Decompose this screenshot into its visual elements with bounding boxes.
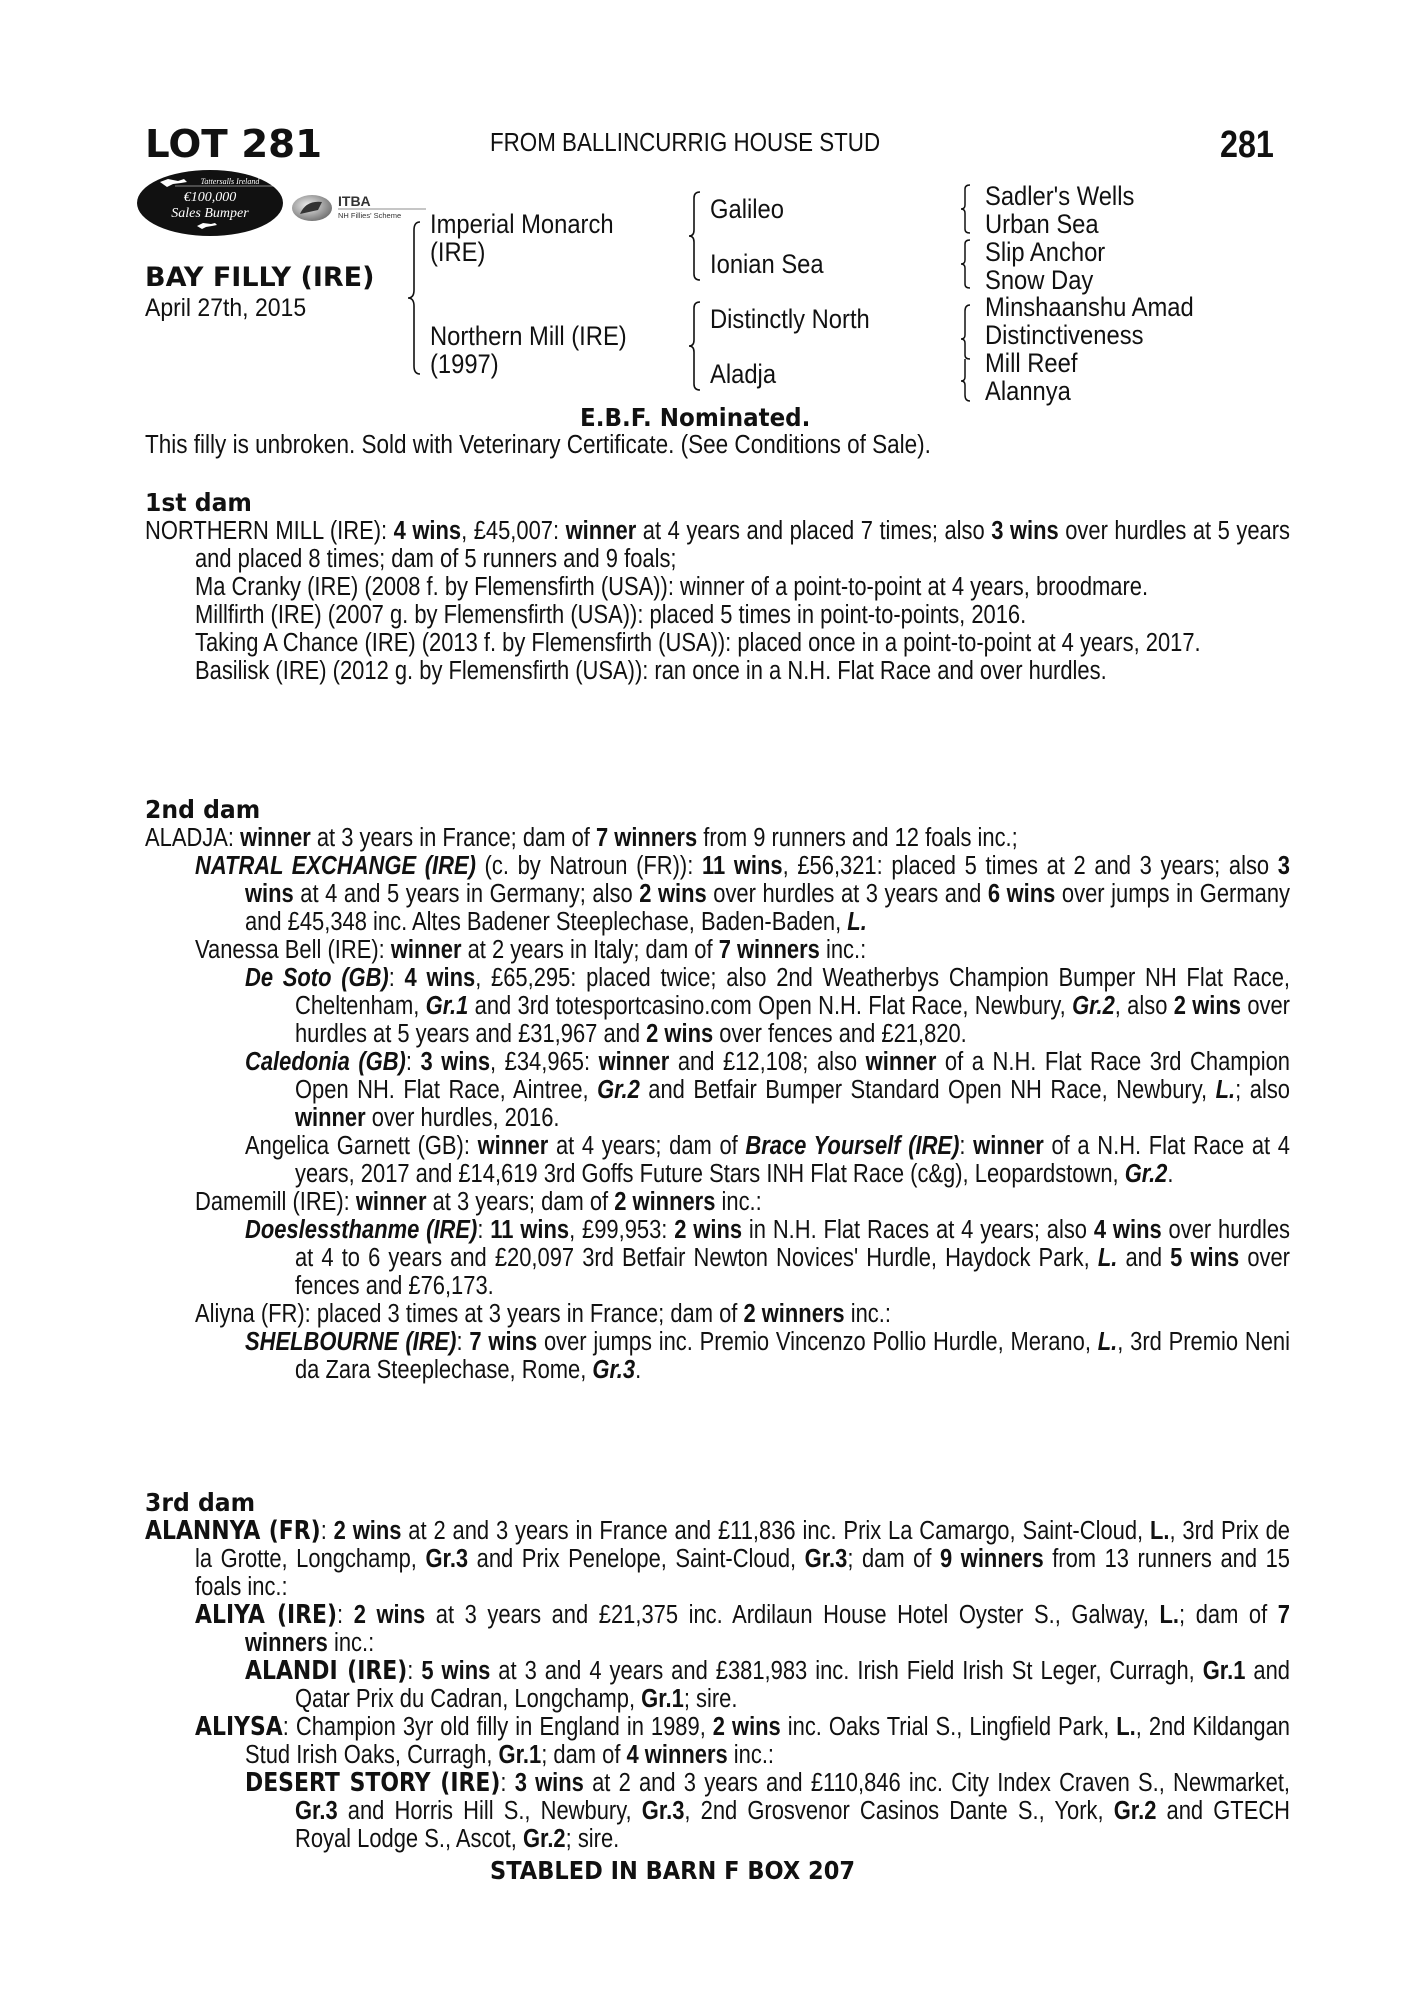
sire-origin: (IRE): [430, 237, 486, 267]
entry-highlight: Gr.1: [425, 992, 469, 1020]
entry-text: NORTHERN MILL (IRE):: [145, 517, 394, 545]
entry-text: ; dam of: [1179, 1601, 1278, 1629]
ebf-nominated: E.B.F. Nominated.: [580, 403, 811, 432]
pedigree-entry: [145, 517, 1290, 573]
entry-text: inc.:: [727, 1741, 775, 1769]
entry-highlight: winner: [390, 936, 462, 964]
entry-highlight: L.: [847, 908, 867, 936]
entry-highlight: 7 winners: [718, 936, 820, 964]
entry-text: and Prix Penelope, Saint-Cloud,: [468, 1545, 805, 1573]
entry-highlight: DESERT STORY (IRE): [245, 1768, 501, 1798]
pedigree-entry: [245, 964, 1290, 1048]
entry-highlight: 2 winners: [614, 1188, 716, 1216]
pedigree-entry: [195, 1188, 1290, 1216]
entry-highlight: Gr.1: [498, 1741, 542, 1769]
dam-name: Northern Mill (IRE): [430, 321, 627, 351]
entry-highlight: 7 winners: [244, 1601, 1290, 1657]
entry-text: .: [1167, 1160, 1174, 1188]
pedigree-sire-dam: Ionian Sea: [710, 249, 824, 279]
entry-text: , £45,007:: [461, 517, 566, 545]
entry-text: , 2nd Grosvenor Casinos Dante S., York,: [684, 1797, 1114, 1825]
entry-text: inc.:: [819, 936, 867, 964]
entry-highlight: 2 wins: [333, 1517, 402, 1545]
entry-text: inc.:: [715, 1188, 762, 1216]
entry-text: over hurdles at 5 years and £31,967 and: [294, 992, 1290, 1048]
pedigree-dam-dam: Aladja: [710, 359, 777, 389]
pedigree-entry: [195, 601, 1290, 629]
entry-text: :: [405, 1048, 421, 1076]
entry-highlight: 2 wins: [712, 1713, 781, 1741]
entry-highlight: 7 winners: [595, 824, 698, 852]
entry-text: , 3rd Prix de la Grotte, Longchamp,: [194, 1517, 1291, 1573]
horse-name: BAY FILLY (IRE): [145, 262, 375, 293]
pedigree-gen3-8: Alannya: [985, 376, 1071, 406]
entry-text: :: [477, 1216, 491, 1244]
entry-highlight: 6 wins: [987, 880, 1056, 908]
entry-highlight: 2 winners: [743, 1300, 845, 1328]
entry-text: and: [1117, 1244, 1171, 1272]
entry-text: and Horris Hill S., Newbury,: [337, 1797, 642, 1825]
entry-highlight: L.: [1116, 1713, 1136, 1741]
entry-highlight: 5 wins: [1170, 1244, 1240, 1272]
entry-highlight: Gr.3: [294, 1797, 338, 1825]
entry-text: , also: [1114, 992, 1174, 1020]
section-heading-1st-dam: 1st dam: [145, 488, 252, 517]
entry-highlight: 2 wins: [674, 1216, 743, 1244]
entry-highlight: 5 wins: [421, 1657, 491, 1685]
entry-text: of a N.H. Flat Race 3rd Champion Open NH. Flat Race, Aintree,: [294, 1048, 1290, 1104]
entry-text: over jumps inc. Premio Vincenzo Pollio Hurdle, Merano,: [537, 1328, 1098, 1356]
pedigree-gen3-2: Urban Sea: [985, 209, 1099, 239]
entry-text: Angelica Garnett (GB):: [245, 1132, 478, 1160]
entry-highlight: Gr.1: [1202, 1657, 1246, 1685]
entry-highlight: Gr.2: [522, 1825, 566, 1853]
entry-highlight: 4 wins: [404, 964, 476, 992]
entry-highlight: 3 wins: [244, 852, 1290, 908]
entry-text: at 2 and 3 years and £110,846 inc. City Index Craven S., Newmarket,: [583, 1769, 1291, 1797]
entry-highlight: winner: [565, 517, 637, 545]
entry-highlight: winner: [294, 1104, 366, 1132]
itba-title: ITBA: [338, 193, 371, 209]
entry-highlight: 3 wins: [514, 1769, 584, 1797]
entry-highlight: 4 wins: [1093, 1216, 1162, 1244]
entry-highlight: winner: [865, 1048, 937, 1076]
entry-text: from 9 runners and 12 foals inc.;: [697, 824, 1018, 852]
entry-text: in N.H. Flat Races at 4 years; also: [742, 1216, 1094, 1244]
pedigree-entry: [195, 657, 1290, 685]
pedigree-entry: [195, 1713, 1290, 1769]
entry-highlight: 4 wins: [393, 517, 462, 545]
entry-highlight: Gr.3: [804, 1545, 848, 1573]
pedigree-gen3-6: Distinctiveness: [985, 320, 1144, 350]
entry-highlight: winner: [355, 1188, 427, 1216]
entry-highlight: 11 wins: [701, 852, 783, 880]
pedigree-gen3-1: Sadler's Wells: [985, 181, 1135, 211]
entry-text: inc.:: [327, 1629, 375, 1657]
pedigree-gen3-4: Snow Day: [985, 265, 1094, 295]
pedigree-entry: [145, 1517, 1290, 1601]
itba-subtitle: NH Fillies' Scheme: [338, 211, 402, 220]
pedigree-entry: [195, 1601, 1290, 1657]
section-heading-2nd-dam: 2nd dam: [145, 795, 261, 824]
entry-highlight: SHELBOURNE (IRE): [245, 1328, 457, 1356]
pedigree-entry: [195, 852, 1290, 936]
entry-text: Taking A Chance (IRE) (2013 f. by Flemensfirth (USA)): placed once in a point-to-point at 4 years, 2017.: [195, 629, 1201, 657]
entry-text: ; dam of: [847, 1545, 941, 1573]
entry-highlight: ALANDI (IRE): [245, 1656, 408, 1686]
entry-text: over hurdles at 3 years and: [706, 880, 988, 908]
pedigree-brace-g3-3: [960, 295, 974, 405]
badge-line1: Tattersalls Ireland: [200, 177, 260, 186]
entry-highlight: 2 wins: [353, 1601, 426, 1629]
entry-highlight: L.: [1159, 1601, 1180, 1629]
entry-text: :: [959, 1132, 974, 1160]
entry-highlight: 7 wins: [469, 1328, 538, 1356]
lot-number: 281: [1220, 124, 1274, 166]
pedigree-entry: [245, 1216, 1290, 1300]
entry-text: at 3 years; dam of: [426, 1188, 615, 1216]
entry-text: (c. by Natroun (FR)):: [475, 852, 702, 880]
pedigree-gen3-7: Mill Reef: [985, 348, 1078, 378]
section-heading-3rd-dam: 3rd dam: [145, 1488, 256, 1517]
pedigree-brace-g3-1: [960, 183, 974, 235]
entry-highlight: De Soto (GB): [245, 964, 389, 992]
entry-text: over fences and £76,173.: [294, 1244, 1290, 1300]
entry-highlight: 4 winners: [626, 1741, 728, 1769]
entry-text: , £56,321: placed 5 times at 2 and 3 years; also: [782, 852, 1278, 880]
pedigree-entry: [195, 936, 1290, 964]
entry-text: , £65,295: placed twice; also 2nd Weatherbys Champion Bumper NH Flat Race, Cheltenham,: [294, 964, 1291, 1020]
sales-bumper-badge: [135, 168, 285, 238]
entry-text: over jumps in Germany and £45,348 inc. Altes Badener Steeplechase, Baden-Baden,: [244, 880, 1290, 936]
pedigree-entry: [195, 629, 1290, 657]
entry-highlight: ALIYSA: [195, 1712, 283, 1742]
entry-text: Vanessa Bell (IRE):: [195, 936, 391, 964]
entry-text: inc. Oaks Trial S., Lingfield Park,: [780, 1713, 1117, 1741]
entry-highlight: Gr.2: [1072, 992, 1115, 1020]
sire-name: Imperial Monarch: [430, 209, 614, 239]
entry-text: over hurdles at 4 to 6 years and £20,097 3rd Betfair Newton Novices' Hurdle, Haydock Park,: [294, 1216, 1290, 1272]
pedigree-gen3-5: Minshaanshu Amad: [985, 292, 1194, 322]
entry-highlight: 3 wins: [991, 517, 1059, 545]
pedigree-entry: [245, 1769, 1290, 1853]
entry-text: at 3 and 4 years and £381,983 inc. Irish Field Irish St Leger, Curragh,: [490, 1657, 1203, 1685]
entry-text: at 4 years and placed 7 times; also: [636, 517, 992, 545]
entry-highlight: ALANNYA (FR): [145, 1516, 321, 1546]
entry-highlight: L.: [1149, 1517, 1170, 1545]
entry-text: Ma Cranky (IRE) (2008 f. by Flemensfirth (USA)): winner of a point-to-point at 4 years, broodmare.: [195, 573, 1149, 601]
entry-text: .: [635, 1356, 642, 1384]
entry-highlight: Brace Yourself (IRE): [745, 1132, 960, 1160]
entry-highlight: Gr.2: [1113, 1797, 1157, 1825]
entry-text: at 3 years in France; dam of: [310, 824, 596, 852]
pedigree-sire: [430, 210, 614, 266]
entry-text: ; sire.: [565, 1825, 620, 1853]
pedigree-entry: [145, 824, 1290, 852]
pedigree-dam-sire: Distinctly North: [710, 304, 870, 334]
entry-text: at 2 and 3 years in France and £11,836 inc. Prix La Camargo, Saint-Cloud,: [401, 1517, 1150, 1545]
entry-highlight: Caledonia (GB): [245, 1048, 406, 1076]
lot-title: LOT 281: [145, 122, 323, 166]
entry-text: ; sire.: [683, 1685, 738, 1713]
entry-highlight: L.: [1097, 1328, 1118, 1356]
entry-highlight: Gr.2: [597, 1076, 640, 1104]
pedigree-entry: [245, 1328, 1290, 1384]
entry-highlight: Gr.3: [641, 1797, 685, 1825]
entry-text: :: [388, 964, 405, 992]
entry-text: ; dam of: [541, 1741, 627, 1769]
entry-highlight: 9 winners: [940, 1545, 1044, 1573]
entry-text: , £34,965:: [490, 1048, 599, 1076]
entry-highlight: Gr.3: [425, 1545, 469, 1573]
entry-text: from 13 runners and 15 foals inc.:: [194, 1545, 1290, 1601]
entry-highlight: 2 wins: [1173, 992, 1242, 1020]
pedigree-gen3-3: Slip Anchor: [985, 237, 1106, 267]
entry-highlight: Gr.1: [641, 1685, 684, 1713]
dam-year: (1997): [430, 349, 499, 379]
entry-highlight: winner: [240, 824, 311, 852]
entry-highlight: Gr.2: [1124, 1160, 1168, 1188]
entry-text: and 3rd totesportcasino.com Open N.H. Flat Race, Newbury,: [468, 992, 1073, 1020]
entry-text: , 2nd Kildangan Stud Irish Oaks, Curragh,: [244, 1713, 1291, 1769]
pedigree-entry: [245, 1132, 1290, 1188]
entry-text: Basilisk (IRE) (2012 g. by Flemensfirth (USA)): ran once in a N.H. Flat Race and over hurdles.: [195, 657, 1107, 685]
entry-text: , £99,953:: [569, 1216, 675, 1244]
entry-text: at 2 years in Italy; dam of: [461, 936, 719, 964]
entry-text: Damemill (IRE):: [195, 1188, 356, 1216]
entry-text: :: [500, 1769, 515, 1797]
entry-text: :: [407, 1657, 422, 1685]
entry-text: :: [320, 1517, 334, 1545]
entry-text: :: [456, 1328, 470, 1356]
entry-text: at 4 years; dam of: [548, 1132, 746, 1160]
pedigree-entry: [245, 1048, 1290, 1132]
entry-text: over fences and £21,820.: [713, 1020, 967, 1048]
entry-highlight: L.: [1097, 1244, 1118, 1272]
entry-highlight: L.: [1215, 1076, 1236, 1104]
entry-text: : Champion 3yr old filly in England in 1989,: [282, 1713, 713, 1741]
entry-text: and GTECH Royal Lodge S., Ascot,: [294, 1797, 1291, 1853]
entry-text: ALADJA:: [145, 824, 241, 852]
entry-highlight: NATRAL EXCHANGE (IRE): [195, 852, 476, 880]
pedigree-entry: [195, 573, 1290, 601]
entry-highlight: 2 wins: [646, 1020, 714, 1048]
entry-highlight: Doeslessthanme (IRE): [245, 1216, 478, 1244]
entry-highlight: 2 wins: [639, 880, 707, 908]
entry-text: Aliyna (FR): placed 3 times at 3 years in France; dam of: [195, 1300, 744, 1328]
horse-foaling-date: April 27th, 2015: [145, 294, 307, 322]
entry-highlight: Gr.3: [592, 1356, 636, 1384]
pedigree-brace-sire: [688, 190, 704, 282]
entry-highlight: ALIYA (IRE): [195, 1600, 338, 1630]
entry-text: and Betfair Bumper Standard Open NH Race, Newbury,: [639, 1076, 1216, 1104]
entry-text: :: [337, 1601, 354, 1629]
pedigree-brace-g3-2: [960, 238, 974, 290]
entry-text: over hurdles, 2016.: [365, 1104, 560, 1132]
entry-highlight: winner: [973, 1132, 1044, 1160]
sale-notice: This filly is unbroken. Sold with Veterinary Certificate. (See Conditions of Sale).: [145, 431, 931, 459]
pedigree-sire-sire: Galileo: [710, 194, 784, 224]
pedigree-dam: [430, 322, 627, 378]
pedigree-brace-main: [406, 220, 426, 376]
entry-highlight: winner: [477, 1132, 549, 1160]
entry-text: , 3rd Premio Neni da Zara Steeplechase, Rome,: [294, 1328, 1290, 1384]
entry-text: ; also: [1235, 1076, 1290, 1104]
stabling-info: STABLED IN BARN F BOX 207: [490, 1856, 856, 1885]
pedigree-entry: [195, 1300, 1290, 1328]
entry-highlight: 3 wins: [420, 1048, 491, 1076]
badge-line2: €100,000: [183, 190, 237, 205]
entry-text: over hurdles at 5 years and placed 8 times; dam of 5 runners and 9 foals;: [194, 517, 1291, 573]
entry-text: and £12,108; also: [669, 1048, 866, 1076]
entry-text: Millfirth (IRE) (2007 g. by Flemensfirth (USA)): placed 5 times in point-to-points, 2016.: [195, 601, 1027, 629]
entry-text: inc.:: [844, 1300, 891, 1328]
entry-text: at 3 years and £21,375 inc. Ardilaun House Hotel Oyster S., Galway,: [425, 1601, 1160, 1629]
badge-line3: Sales Bumper: [171, 206, 249, 221]
pedigree-entry: [245, 1657, 1290, 1713]
entry-text: and Qatar Prix du Cadran, Longchamp,: [294, 1657, 1290, 1713]
entry-text: at 4 and 5 years in Germany; also: [293, 880, 640, 908]
entry-highlight: winner: [598, 1048, 670, 1076]
entry-highlight: 11 wins: [490, 1216, 570, 1244]
entry-text: of a N.H. Flat Race at 4 years, 2017 and £14,619 3rd Goffs Future Stars INH Flat Race (c&g), Leopardstown,: [294, 1132, 1291, 1188]
vendor-name: FROM BALLINCURRIG HOUSE STUD: [490, 127, 881, 157]
pedigree-brace-dam: [688, 300, 704, 392]
